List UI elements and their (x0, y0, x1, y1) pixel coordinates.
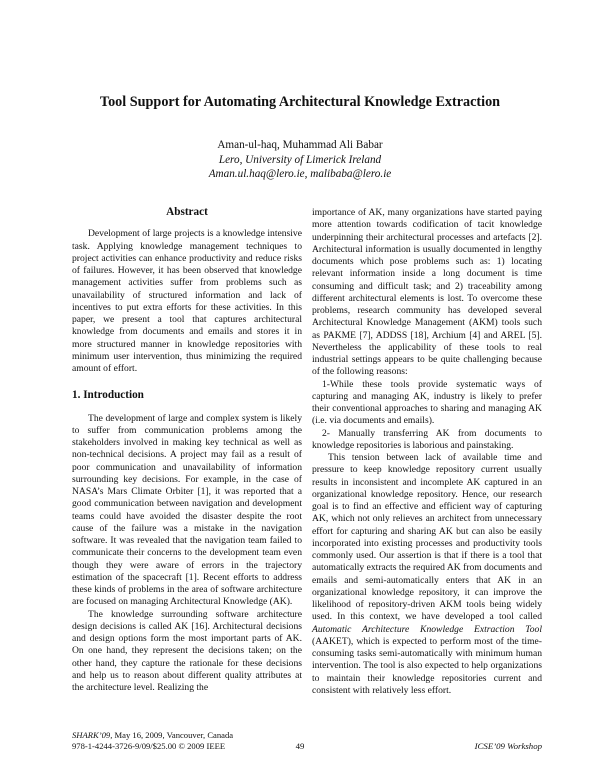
introduction-heading: 1. Introduction (72, 389, 144, 402)
intro-paragraph-2: The knowledge surrounding software architecture design decisions is called AK [16]. Architectural decisions and design options form the most important parts of AK. On one hand, they represent the decisions taken; on the other hand, they capture the rationale for these decisions and help us to reason about different quality attributes at the architecture level. Realizing the (72, 608, 302, 693)
paper-title: Tool Support for Automating Architectural Knowledge Extraction (99, 94, 501, 110)
paragraph-4-text-a: This tension between lack of available time and pressure to keep knowledge repository current usually results in inconsistent and incomplete AK captured in an organizational knowledge repository. Hence, our research goal is to find an effective and efficient way of capturing AK, which not only relieves an architect from unnecessary effort for capturing and sharing AK but can also be easily incorporated into existing processes and productivity tools commonly used. Our assertion is that if there is a tool that automatically extracts the required AK from documents and emails and semi-automatically enters that AK in an organizational knowledge repository, it can improve the likelihood of repository-driven AKM tools being widely used. In this context, we have developed a tool called (312, 452, 542, 623)
intro-paragraph-1: The development of large and complex system is likely to suffer from communication problems among the stakeholders involved in making key technical as well as non-technical decisions. A project may fail as a result of poor communication and unavailability of information surrounding key decisions. For example, in the case of NASA’s Mars Climate Orbiter [1], it was reported that a good communication between navigation and development teams could have avoided the disaster despite the root cause of the failure was a mistake in the navigation software. It was revealed that the navigation team failed to communicate their concerns to the development team even though they were aware of errors in the trajectory estimation of the spacecraft [1]. Recent efforts to address these kinds of problems in the area of software architecture are focused on managing Architectural Knowledge (AK). (72, 412, 302, 608)
reasons-list (312, 379, 542, 453)
reason-2: 2- Manually transferring AK from documents to knowledge repositories is laborious and painstaking. (312, 427, 542, 451)
footer-isbn: 978-1-4244-3726-9/09/$25.00 © 2009 IEEE (72, 740, 226, 751)
tool-name: Automatic Architecture Knowledge Extraction Tool (312, 623, 542, 635)
footer-workshop: ICSE’09 Workshop (474, 741, 542, 751)
intro-paragraph-3: importance of AK, many organizations have started paying more attention towards codification of tacit knowledge underpinning their architectural processes and artefacts [2]. Architectural information is usually documented in lengthy documents which pose problems such as: 1) locating relevant information inside a long document is time consuming and difficult task; and 2) traceability among different architectural elements is lost. To overcome these problems, research community has developed several Architectural Knowledge Management (AKM) tools such as PAKME [7], ADDSS [18], Archium [4] and AREL [5]. Nevertheless the applicability of these tools to real industrial settings appears to be quite challenging because of the following reasons: (312, 207, 542, 378)
left-column (72, 206, 302, 694)
page-number: 49 (295, 741, 305, 751)
author-block (40, 138, 560, 182)
footer-citation (72, 730, 233, 752)
abstract-heading: Abstract (166, 206, 208, 218)
abstract-text: Development of large projects is a knowledge intensive task. Applying knowledge management techniques to project activities can enhance productivity and reduce risks of failures. However, it has been observed that knowledge management activities suffer from problems such as unavailability of structured information and lack of incentives to put extra efforts for these activities. In this paper, we present a tool that captures architectural knowledge from documents and emails and stores it in more structured manner in knowledge repositories with minimum user intervention, thus minimizing the required amount of effort. (72, 228, 302, 374)
author-emails: Aman.ul.haq@lero.ie, malibaba@lero.ie (208, 168, 392, 180)
reason-1: 1-While these tools provide systematic ways of capturing and managing AK, industry is likely to prefer their conventional approaches to sharing and managing AK (i.e. via documents and emails). (312, 378, 542, 427)
footer-venue: SHARK’09, (72, 730, 113, 740)
author-names: Aman-ul-haq, Muhammad Ali Babar (217, 139, 383, 151)
affiliation: Lero, University of Limerick Ireland (218, 153, 382, 166)
intro-paragraph-4 (312, 452, 542, 697)
right-column (312, 207, 542, 697)
footer-date-place: May 16, 2009, Vancouver, Canada (114, 730, 234, 740)
paragraph-4-text-b: (AAKET), which is expected to perform most of the time-consuming tasks semi-automatically with minimum human intervention. The tool is also expected to help organizations to maintain their knowledge repositories current and consistent with relatively less effort. (312, 635, 542, 696)
